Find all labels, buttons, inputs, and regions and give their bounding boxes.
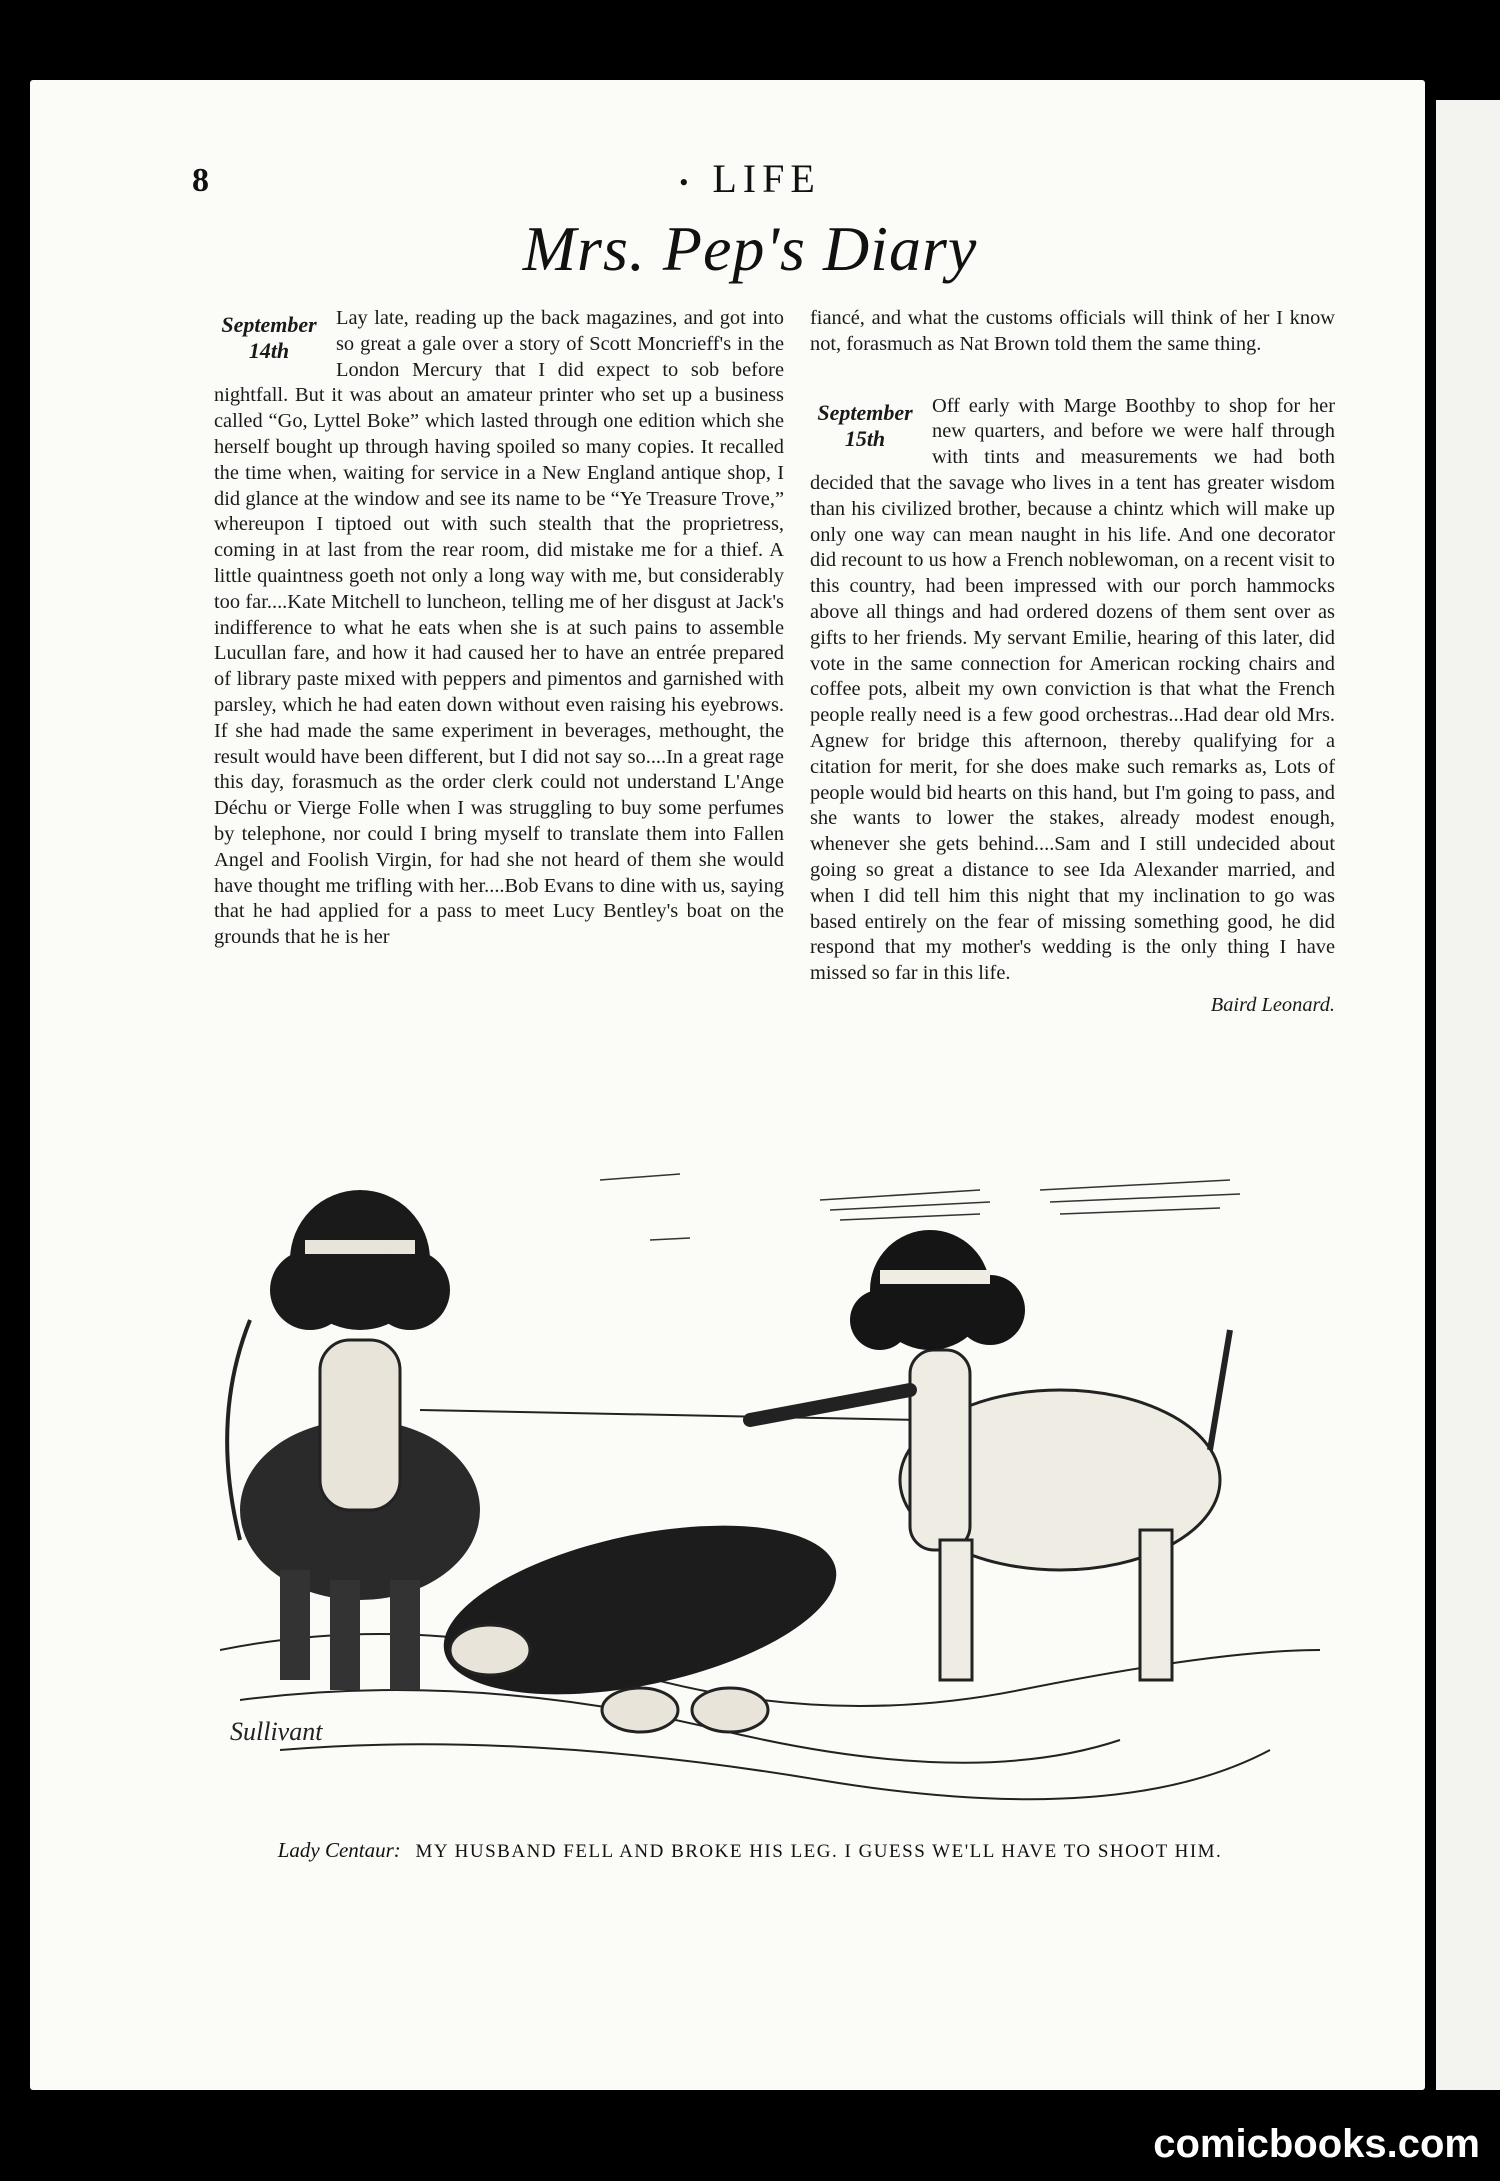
- dateline-september-15: [810, 400, 920, 452]
- diary-title: Mrs. Pep's Diary: [522, 213, 978, 284]
- male-centaur-figure: [227, 1190, 480, 1690]
- author-signature: Baird Leonard.: [1210, 993, 1335, 1016]
- masthead-bullet: •: [679, 167, 695, 197]
- masthead: [0, 155, 1500, 202]
- diary-entry-text: Off early with Marge Boothby to shop for her new quarters, and before we were half through with tints and measurements we had both decided that the savage who lives in a tent has greater wisdom than his civilized brother, because a chintz which will make up only one way can mean naught in his life. And one decorator did recount to us how a French noblewoman, on a recent visit to this country, had been impressed with our porch hammocks above all things and had ordered dozens of them sent over as gifts to her friends. My servant Emilie, hearing of this later, did vote in the same connection for American rocking chairs and coffee pots, albeit my own conviction is that what the French people really need is a few good orchestras...Had dear old Mrs. Agnew for bridge this afternoon, thereby qualifying for a citation for merit, for she does make such remarks as, Lots of people would bid hearts on this hand, but I'm going to pass, and she wants to lower the stakes, already modest enough, whenever she gets behind....Sam and I still undecided about going so great a distance to see Ida Alexander married, and when I did tell him this night that my inclination to go was based entirely on the fear of missing something good, he did respond that my mother's wedding is the only thing I have missed so far in this life.: [810, 394, 1335, 985]
- diary-entry-continuation: fiancé, and what the customs officials will think of her I know not, forasmuch as Nat Brown told them the same thing.: [810, 307, 1335, 355]
- left-column: [214, 306, 784, 951]
- dateline-day: 14th: [248, 338, 290, 363]
- fallen-centaur-figure: [429, 1495, 851, 1732]
- artist-signature: Sullivant: [230, 1717, 323, 1746]
- dateline-month: September: [817, 399, 913, 425]
- caption-line: MY HUSBAND FELL AND BROKE HIS LEG. I GUESS WE'LL HAVE TO SHOOT HIM.: [415, 1841, 1223, 1862]
- site-watermark: comicbooks.com: [1153, 2122, 1480, 2166]
- right-column: [810, 306, 1335, 1019]
- masthead-title: LIFE: [712, 156, 821, 201]
- adjacent-page-edge: [1436, 100, 1500, 2090]
- page-number: 8: [192, 162, 209, 199]
- sky-hatching: [600, 1174, 1240, 1240]
- dateline-september-14: [214, 312, 324, 364]
- lady-centaur-figure: [750, 1230, 1230, 1680]
- cartoon-caption: [0, 1838, 1500, 1863]
- caption-speaker: Lady Centaur:: [277, 1838, 401, 1862]
- diary-entry-text: Lay late, reading up the back magazines, and got into so great a gale over a story of Scott Moncrieff's in the London Mercury that I did expect to sob before nightfall. But it was about an amateur printer who set up a business called “Go, Lyttel Boke” which lasted through one edition which she herself bought up through having spoiled so many copies. It recalled the time when, waiting for service in a New England antique shop, I did glance at the window and see its name to be “Ye Treasure Trove,” whereupon I tiptoed out with such stealth that the proprietress, coming in at last from the rear room, did mistake me for a thief. A little quaintness goeth not only a long way with me, but considerably too far....Kate Mitchell to luncheon, telling me of her disgust at Jack's indifference to what he eats when she is at such pains to assemble Lucullan fare, and how it had caused her to have an entrée prepared of library paste mixed with peppers and pimentos and garnished with parsley, which he had eaten down without even raising his eyebrows. If she had made the same experiment in beverages, methought, the result would have been different, but I did not say so....In a great rage this day, forasmuch as the order clerk could not understand L'Ange Déchu or Vierge Folle when I was struggling to buy some perfumes by telephone, nor could I bring myself to translate them into Fallen Angel and Foolish Virgin, for had she not heard of them she would have thought me trifling with her....Bob Evans to dine with us, saying that he had applied for a pass to meet Lucy Bentley's boat on the grounds that he is her: [214, 307, 784, 949]
- dateline-day: 15th: [844, 425, 886, 451]
- dateline-month: September: [221, 312, 317, 337]
- centaur-cartoon-illustration: [220, 1090, 1370, 1810]
